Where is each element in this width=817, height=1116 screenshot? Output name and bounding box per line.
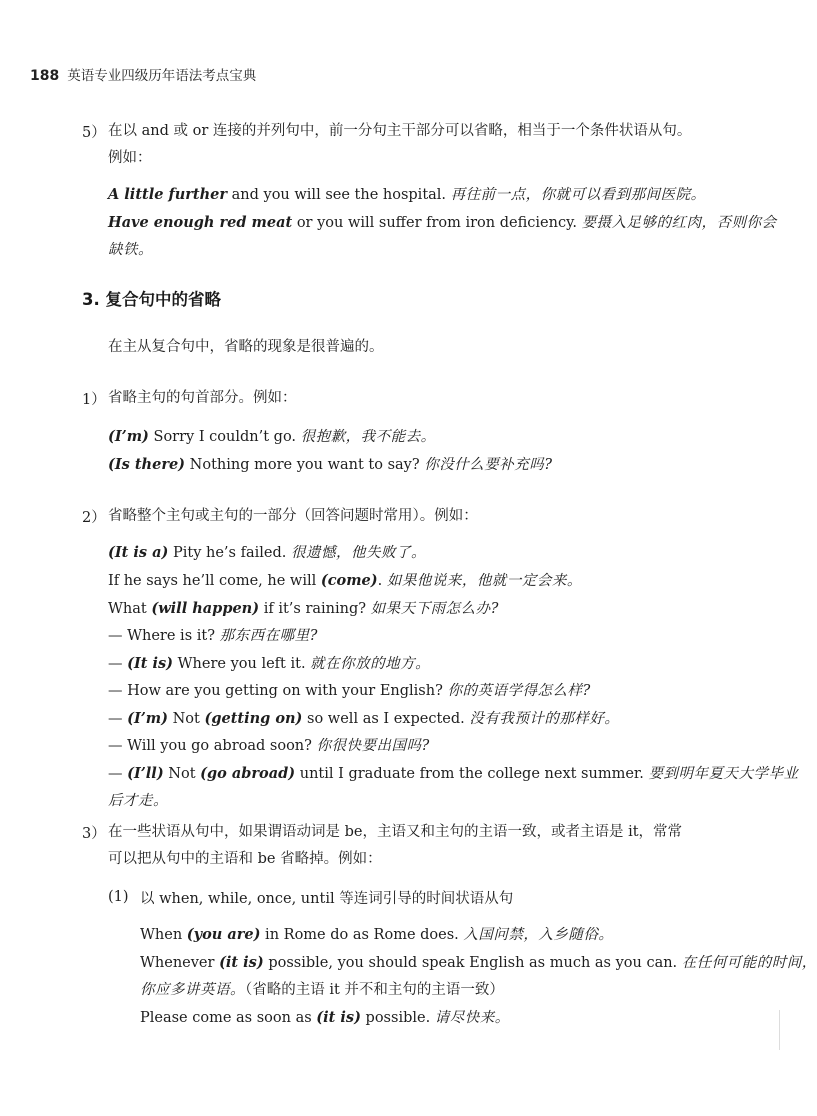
example: When (you are) in Rome do as Rome does. 入国问禁，入乡随俗。 (140, 926, 614, 943)
example: If he says he’ll come, he will (come). 如果他说来，他就一定会来。 (108, 572, 582, 589)
item-5-examples (108, 181, 777, 264)
item-1-number: 1） (82, 392, 106, 408)
item-3-number: 3） (82, 826, 106, 842)
item-2-examples (108, 539, 799, 815)
page-edge-mark (779, 1010, 780, 1050)
subitem-1-text: 以 when, while, once, until 等连词引导的时间状语从句 (140, 891, 514, 907)
dialogue-line-continued: 后才走。 (108, 793, 168, 809)
example: Please come as soon as (it is) possible. 请尽快来。 (140, 1009, 510, 1026)
section-heading: 3. 复合句中的省略 (82, 290, 221, 309)
book-title: 英语专业四级历年语法考点宝典 (67, 68, 257, 84)
running-header (30, 64, 256, 84)
item-3-line1: 在一些状语从句中，如果谓语动词是 be，主语又和主句的主语一致，或者主语是 it，常常 (108, 824, 683, 840)
example: Whenever (it is) possible, you should speak English as much as you can. 在任何可能的时间， (140, 954, 817, 971)
dialogue-line: — Will you go abroad soon? 你很快要出国吗? (108, 738, 430, 754)
example: (Is there) Nothing more you want to say? 你没什么要补充吗? (108, 456, 553, 473)
example-continued: 你应多讲英语。（省略的主语 it 并不和主句的主语一致） (140, 982, 504, 998)
subitem-1-number: (1) (108, 889, 129, 905)
subitem-1-examples (140, 921, 817, 1032)
example: (It is a) Pity he’s failed. 很遗憾，他失败了。 (108, 544, 426, 561)
item-5-line2: 例如： (108, 150, 152, 166)
item-5-line1: 在以 and 或 or 连接的并列句中，前一分句主干部分可以省略，相当于一个条件状语从句。 (108, 123, 692, 139)
dialogue-line: — How are you getting on with your English? 你的英语学得怎么样? (108, 683, 591, 699)
example: (I’m) Sorry I couldn’t go. 很抱歉，我不能去。 (108, 428, 436, 445)
item-1-examples (108, 423, 770, 479)
section-intro: 在主从复合句中，省略的现象是很普遍的。 (108, 339, 384, 355)
example: What (will happen) if it’s raining? 如果天下雨怎么办? (108, 600, 499, 617)
item-5-number: 5） (82, 125, 106, 141)
dialogue-line: — (I’ll) Not (go abroad) until I graduate from the college next summer. 要到明年夏天大学毕业 (108, 765, 799, 782)
item-3-line2: 可以把从句中的主语和 be 省略掉。例如： (108, 851, 382, 867)
dialogue-line: — Where is it? 那东西在哪里? (108, 628, 318, 644)
dialogue-line: — (I’m) Not (getting on) so well as I expected. 没有我预计的那样好。 (108, 710, 620, 727)
item-1-text: 省略主句的句首部分。例如： (108, 390, 297, 406)
example: A little further and you will see the hospital. 再往前一点，你就可以看到那间医院。 (108, 186, 706, 203)
item-2-number: 2） (82, 510, 106, 526)
page-number: 188 (30, 68, 60, 84)
dialogue-line: — (It is) Where you left it. 就在你放的地方。 (108, 655, 431, 672)
example: Have enough red meat or you will suffer from iron deficiency. 要摄入足够的红肉，否则你会 (108, 214, 777, 231)
example-continued: 缺铁。 (108, 242, 153, 258)
item-2-text: 省略整个主句或主句的一部分（回答问题时常用）。例如： (108, 508, 478, 524)
item-5-text (108, 118, 778, 172)
item-3-text (108, 819, 778, 873)
